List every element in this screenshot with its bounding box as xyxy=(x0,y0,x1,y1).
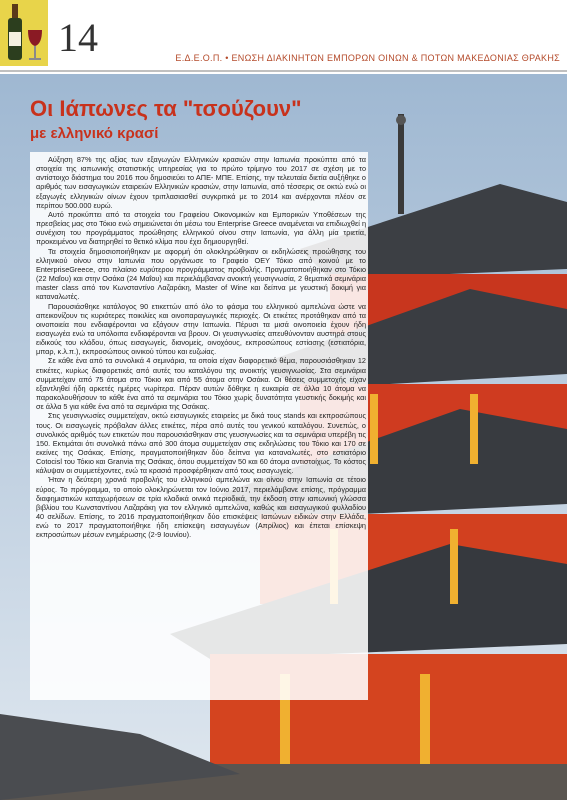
paragraph: Στις γευσιγνωσίες συμμετείχαν, οκτώ εισαγωγικές εταιρείες με δικά τους stands και εκπροσώπους τους. Οι εισαγωγείς πρόβαλαν άλλες ετικέτες, πέρα από αυτές του γενικού καταλόγου. Συνεπώς, ο συνολικός αριθμός των ετικετών που παρουσιάσθηκαν στις γευσιγνωσίες και τα σεμινάρια υπερέβη τις 150. Εκτιμάται ότι συνολικά πάνω από 300 άτομα συμμετείχαν στις εκδηλώσεις του Τόκιο και 170 σε εκείνες της Οσάκας. Επίσης, πραγματοποιήθηκαν δύο δείπνα για καταναλωτές, στο εστιατόριο Cotocisl του Τόκιο και Granvia της Οσάκας, όπου συμμετείχαν 50 και 60 άτομα αντιστοίχως. Το κόστος κάλυψαν οι συμμετέχοντες, ενώ τα κρασιά προσφέρθηκαν από τους εισαγωγείς. xyxy=(36,411,366,476)
running-head: Ε.Δ.Ε.Ο.Π. • ΕΝΩΣΗ ΔΙΑΚΙΝΗΤΩΝ ΕΜΠΟΡΩΝ ΟΙΝΩΝ & ΠΟΤΩΝ ΜΑΚΕΔΟΝΙΑΣ ΘΡΑΚΗΣ xyxy=(175,53,560,63)
article-body xyxy=(36,155,366,540)
paragraph: Παρουσιάσθηκε κατάλογος 90 ετικεττών από όλο το φάσμα του ελληνικού αμπελώνα ώστε να απεικονίζουν τις κυριότερες ποικιλίες και οινοπαραγωγικές περιοχές. Οι ετικέτες προτάθηκαν από τα οινοποιεία που ενδιαφέρονται να εξάγουν στην Ιαπωνία. Πέρυσι τα μισά οινοποιεία έχουν ήδη εισαγωγέα ενώ τα υπόλοιπα ενδιαφέρονται να βρουν. Οι γευσιγνωσίες απευθύνονταν αυστηρά στους ειδικούς του κλάδου, όπως εισαγωγείς, διανομείς, οινοχόους, εκπροσώπους εστίασης (εστιατόρια, μπαρ, κ.λ.π.), εκπροσώπους οινικού τύπου και ευζωίας. xyxy=(36,301,366,357)
article-subtitle: με ελληνικό κρασί xyxy=(30,125,159,142)
article-title: Οι Ιάπωνες τα "τσούζουν" xyxy=(30,96,302,121)
page-number: 14 xyxy=(58,15,98,60)
wine-bottle-logo xyxy=(0,0,48,66)
paragraph: Ήταν η δεύτερη χρονιά προβολής του ελληνικού αμπελώνα και οίνου στην Ιαπωνία σε τέτοιο εύρος. Το πρόγραμμα, το οποίο ολοκληρώνεται τον Ιούνιο 2017, περιελάμβανε επίσης, πρόγραμμα διαφημιστικών καταχωρήσεων σε τρία κλαδικά οινικά περιοδικά, την έκδοση στην ιαπωνική γλώσσα βιβλίου του Κωνσταντίνου Λαζαράκη για τον ελληνικό αμπελώνα, καθώς και εισαγωγικού φυλλαδίου 40 σελίδων. Επίσης, το 2016 πραγματοποιήθηκαν δύο επισκέψεις Ιαπώνων ειδικών στην Ελλάδα, ενώ το 2017 πραγματοποιήθηκε ήδη επίσκεψη εισαγωγέων (Απρίλιος) και έπεται επίσκεψη εκπροσώπων μέσων ενημέρωσης (2-9 Ιουνίου). xyxy=(36,475,366,540)
page-header xyxy=(0,0,567,66)
paragraph: Αύξηση 87% της αξίας των εξαγωγών Ελληνικών κρασιών στην Ιαπωνία προκύπτει από τα στοιχεία της ιαπωνικής στατιστικής υπηρεσίας για το πρώτο τρίμηνο του 2017 σε σχέση με το αντίστοιχο διάστημα του 2016 που δημοσιεύει το ΑΠΕ- ΜΠΕ. Επίσης, την τελευταία διετία αυξήθηκε ο αριθμός των εισαγωγικών εταιρειών Ελληνικών κρασιών, στην Ιαπωνία, από τέσσερις σε οκτώ ενώ οι εξαγωγές ελληνικών οίνων έχουν τριπλασιασθεί συγκριτικά με το 2014 και ανέρχονται πλέον σε περίπου 500.000 ευρώ. xyxy=(36,155,366,210)
paragraph: Σε κάθε ένα από τα συνολικά 4 σεμινάρια, τα οποία είχαν διαφορετικό θέμα, παρουσιάσθηκαν 12 ετικέτες, κυρίως διαφορετικές από αυτές του καταλόγου της ανοικτής γευσιγνωσίας. Στα σεμινάρια συμμετείχαν από 75 άτομα στο Τόκιο και από 55 άτομα στην Οσάκα. Οι θέσεις συμμετοχής είχαν εξαντληθεί ήδη αρκετές ημέρες νωρίτερα. Πέραν αυτών δόθηκε η ευκαιρία σε άλλα 10 άτομα να παρακολουθήσουν το κάθε ένα από τα σεμινάρια του Τόκιο χωρίς δυνατότητα γευστικής δοκιμής και σε άλλα 5 για κάθε ένα από τα σεμινάρια της Οσάκας. xyxy=(36,356,366,412)
paragraph: Τα στοιχεία δημοσιοποιήθηκαν με αφορμή ότι ολοκληρώθηκαν οι εκδηλώσεις προώθησης του ελληνικού οίνου στην Ιαπωνία που οργάνωσε το Γραφείο ΟΕΥ Τόκιο από κοινού με το EnterpriseGreece, στο πλαίσιο ευρύτερου προγράμματος προβολής. Πραγματοποιήθηκαν στο Τόκιο (22 Μαΐου) και στην Οσάκα (24 Μαΐου) και περιελάμβαναν ανοικτή γευσιγνωσία, 2 θεματικά σεμινάρια master class από τον Κωνσταντίνο Λαζαράκη, Master of Wine και δείπνα με γευστική δοκιμή για καταναλωτές. xyxy=(36,246,366,302)
paragraph: Αυτό προκύπτει από τα στοιχεία του Γραφείου Οικονομικών και Εμπορικών Υποθέσεων της πρεσβείας μας στο Τόκιο ενώ σημειώνεται ότι μέσω του Enterprise Greece αναμένεται να επιδιωχθεί η συνέχιση του προγράμματος προώθησης ελληνικού οίνου στην Ιαπωνία, για άλλη μία τριετία, προκειμένου να διατηρηθεί το θετικό κλίμα που έχει δημιουργηθεί. xyxy=(36,209,366,247)
header-rule xyxy=(0,70,567,72)
